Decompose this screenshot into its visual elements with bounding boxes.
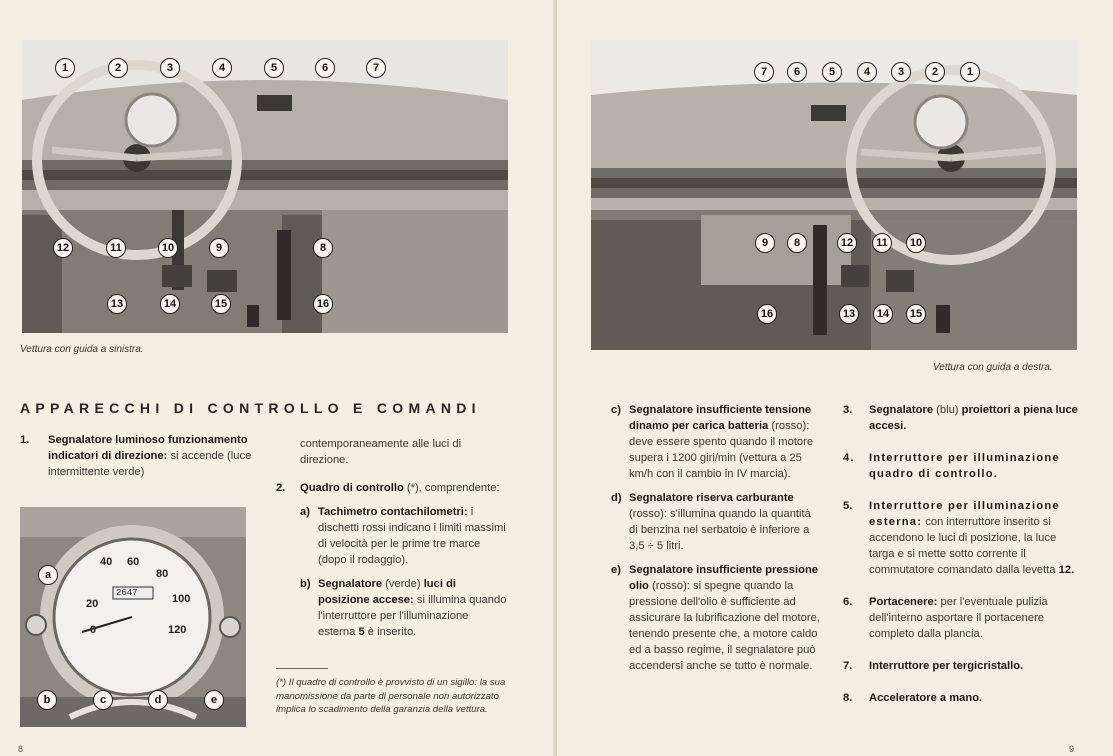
gauge-callout-d: d [148,690,168,710]
item-3-title-post: proiettori a piena luce accesi. [869,404,1078,432]
item-8-number: 8. [843,692,853,704]
item-2d-title: Segnalatore riserva carburante [629,492,794,504]
left-page [0,0,556,756]
item-2a [300,504,508,568]
column-4 [843,402,1078,714]
left-callout-2: 2 [108,58,128,78]
item-8 [843,690,1078,706]
right-callout-15: 15 [906,304,926,324]
item-4-title: Interruttore per illuminazione quadro di controllo. [869,452,1060,480]
item-2b-title-post: luci di posizione accese: [318,578,457,606]
item-8-title: Acceleratore a mano. [869,692,983,704]
right-callout-2: 2 [925,62,945,82]
right-page [557,0,1113,756]
item-2d-text: (rosso): s'illumina quando la quantità di benzina nel serbatoio è inferiore a 3,5 ÷ 5 litri. [629,508,811,552]
item-5 [843,498,1078,578]
item-2b-color: (verde) [385,578,421,590]
right-callout-12: 12 [837,233,857,253]
item-2b-letter: b) [300,578,311,590]
item-2e-letter: e) [611,564,621,576]
gauge-callout-e: e [204,690,224,710]
left-photo-caption: Vettura con guida a sinistra. [20,344,144,355]
dial-number-100: 100 [172,593,191,605]
column-3 [611,402,821,682]
column-1 [20,432,252,488]
item-1-title: Segnalatore luminoso funzionamento indicatori di direzione: [48,434,248,462]
item-5-text: con interruttore inserito si accendono le luci di posizione, la luce targa e si mette sotto corrente il commutatore comandato dalla levetta [869,516,1057,576]
item-2e-title: Segnalatore insufficiente pressione olio [629,564,818,592]
left-callout-3: 3 [160,58,180,78]
left-callout-12: 12 [53,238,73,258]
page-number-right: 9 [1069,744,1075,754]
item-1-continuation: contemporaneamente alle luci di direzione. [300,438,462,466]
right-callout-10: 10 [906,233,926,253]
left-callout-4: 4 [212,58,232,78]
right-callout-3: 3 [891,62,911,82]
item-2b-ref: 5 [358,626,365,638]
item-2e-text: (rosso): si spegne quando la pressione dell'olio è sufficiente ad assicurare la lubrificazione del motore, tenendo presente che, a motore caldo ed a basso regime, il segnalatore può accendersi anche se tutto è normale. [629,580,820,672]
item-6-text: per l'eventuale pulizia dell'interno asportare il portacenere completo dalla plancia. [869,596,1048,640]
item-2b [300,576,508,640]
item-1 [20,432,252,480]
item-2b-end: è inserito. [367,626,417,638]
item-5-title: Interruttore per illuminazione esterna: [869,500,1060,528]
left-callout-9: 9 [209,238,229,258]
footnote-rule [276,668,328,669]
item-1-text: si accende (luce intermittente verde) [48,450,252,478]
item-2a-letter: a) [300,506,310,518]
item-2a-text: i dischetti rossi indicano i limiti massimi di velocità per le prime tre marce (dopo il rodaggio). [318,506,506,566]
gauge-callout-a: a [38,565,58,585]
dial-number-80: 80 [156,568,169,580]
dial-number-120: 120 [168,624,187,636]
left-callout-8: 8 [313,238,333,258]
item-2c-text: (rosso): deve essere spento quando il motore supera i 1200 giri/min (vettura a 25 km/h con il cambio in IV marcia). [629,420,814,480]
left-callout-14: 14 [160,294,180,314]
right-callout-16: 16 [757,304,777,324]
right-callout-1: 1 [960,62,980,82]
item-2 [276,480,508,496]
left-callout-13: 13 [107,294,127,314]
item-2a-title: Tachimetro contachilometri: [318,506,468,518]
left-callout-7: 7 [366,58,386,78]
right-callout-7: 7 [754,62,774,82]
item-2c-letter: c) [611,404,621,416]
item-6-number: 6. [843,596,853,608]
item-2-title: Quadro di controllo [300,482,404,494]
item-2-text: (*), comprendente: [406,482,500,494]
item-2b-text: si illumina quando l'interruttore per l'illuminazione esterna [318,594,507,638]
item-4-number: 4. [843,452,855,464]
item-7-number: 7. [843,660,853,672]
right-callout-4: 4 [857,62,877,82]
gauge-callout-c: c [93,690,113,710]
item-6-title: Portacenere: [869,596,938,608]
footnote: (*) Il quadro di controllo è provvisto di un sigillo: la sua manomissione da parte di personale non autorizzato implica lo scadimento della garanzia della vettura. [276,677,506,715]
item-3-title-pre: Segnalatore [869,404,934,416]
right-callout-6: 6 [787,62,807,82]
left-drive-illustration [22,40,508,333]
item-3 [843,402,1078,434]
left-callout-6: 6 [315,58,335,78]
column-2 [276,436,508,648]
item-3-number: 3. [843,404,853,416]
item-5-ref: 12. [1058,564,1075,576]
left-drive-photo [22,40,508,333]
right-callout-13: 13 [839,304,859,324]
left-callout-5: 5 [264,58,284,78]
right-drive-photo [591,40,1077,350]
section-title: APPARECCHI DI CONTROLLO E COMANDI [20,400,481,416]
item-2c-title: Segnalatore insufficiente tensione dinamo per carica batteria [629,404,812,432]
item-2-number: 2. [276,482,286,494]
dial-number-20: 20 [86,598,99,610]
gauge-callout-b: b [37,690,57,710]
right-callout-5: 5 [822,62,842,82]
item-2b-title-pre: Segnalatore [318,578,383,590]
right-photo-caption: Vettura con guida a destra. [933,362,1053,373]
item-6 [843,594,1078,642]
odometer-reading: 2647 [116,588,138,598]
item-7-title: Interruttore per tergicristallo. [869,660,1024,672]
dial-number-0: 0 [90,624,97,636]
item-2d-letter: d) [611,492,622,504]
item-4 [843,450,1078,482]
item-3-color: (blu) [936,404,959,416]
item-1-number: 1. [20,434,30,446]
right-callout-9: 9 [755,233,775,253]
item-2e [611,562,821,674]
right-callout-11: 11 [872,233,892,253]
left-callout-15: 15 [211,294,231,314]
left-callout-1: 1 [55,58,75,78]
item-5-number: 5. [843,500,853,512]
page-number-left: 8 [18,744,24,754]
item-2d [611,490,821,554]
right-callout-8: 8 [787,233,807,253]
item-7 [843,658,1078,674]
left-callout-11: 11 [106,238,126,258]
left-callout-10: 10 [158,238,178,258]
dial-number-40: 40 [100,556,113,568]
left-callout-16: 16 [313,294,333,314]
item-2c [611,402,821,482]
right-callout-14: 14 [873,304,893,324]
right-drive-illustration [591,40,1077,350]
dial-number-60: 60 [127,556,140,568]
